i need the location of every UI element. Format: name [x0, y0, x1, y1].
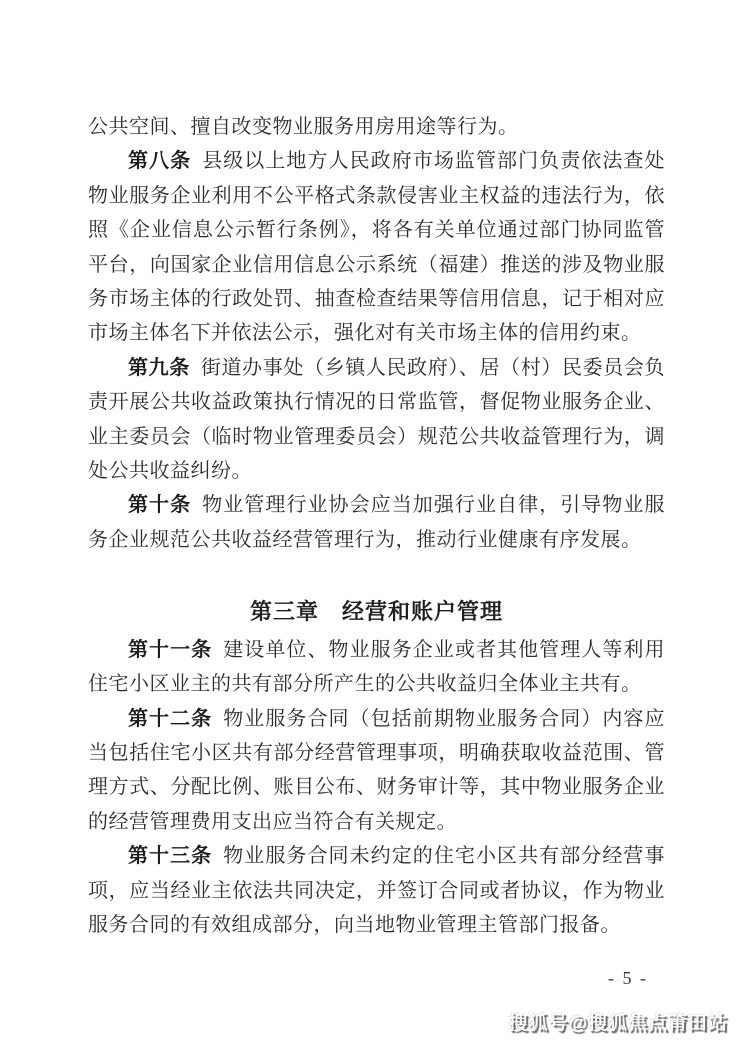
sohu-watermark: 搜狐号@搜狐焦点莆田站 — [508, 1013, 728, 1034]
paragraph — [88, 702, 665, 840]
article-label: 第九条 — [128, 356, 190, 379]
paragraph-text: 物业服务合同（包括前期物业服务合同）内容应当包括住宅小区共有部分经营管理事项，明确获取收益范围、管理方式、分配比例、账目公布、财务审计等，其中物业服务企业的经营管理费用支出应当符合有关规定。 — [88, 707, 665, 833]
chapter-heading: 第三章 经营和账户管理 — [249, 599, 503, 625]
paragraph-text: 县级以上地方人民政府市场监管部门负责依法查处物业服务企业利用不公平格式条款侵害业主权益的违法行为，依照《企业信息公示暂行条例》，将各有关单位通过部门协同监管平台，向国家企业信用信息公示系统（福建）推送的涉及物业服务市场主体的行政处罚、抽查检查结果等信用信息，记于相对应市场主体名下并依法公示，强化对有关市场主体的信用约束。 — [88, 150, 665, 345]
page-number: - 5 - — [608, 968, 648, 989]
paragraph — [88, 839, 665, 942]
paragraph — [88, 488, 665, 557]
paragraph — [88, 351, 665, 489]
article-label: 第十三条 — [128, 845, 213, 868]
paragraph — [88, 144, 665, 350]
article-label: 第十二条 — [128, 707, 213, 730]
paragraph-text: 物业管理行业协会应当加强行业自律，引导物业服务企业规范公共收益经营管理行为，推动行业健康有序发展。 — [88, 494, 665, 551]
paragraph — [88, 110, 665, 144]
article-label: 第八条 — [128, 150, 192, 173]
paragraph-text: 建设单位、物业服务企业或者其他管理人等利用住宅小区业主的共有部分所产生的公共收益归全体业主共有。 — [88, 638, 665, 696]
article-label: 第十一条 — [128, 638, 213, 661]
article-label: 第十条 — [128, 494, 192, 517]
paragraph — [88, 633, 665, 702]
paragraph-text: 街道办事处（乡镇人民政府）、居（村）民委员会负责开展公共收益政策执行情况的日常监管，督促物业服务企业、业主委员会（临时物业管理委员会）规范公共收益管理行为，调处公共收益纠纷。 — [88, 356, 666, 483]
paragraph-text: 公共空间、擅自改变物业服务用房用途等行为。 — [88, 116, 519, 138]
paragraph-text: 物业服务合同未约定的住宅小区共有部分经营事项，应当经业主依法共同决定，并签订合同或者协议，作为物业服务合同的有效组成部分，向当地物业管理主管部门报备。 — [88, 845, 665, 936]
document-content — [88, 0, 665, 988]
